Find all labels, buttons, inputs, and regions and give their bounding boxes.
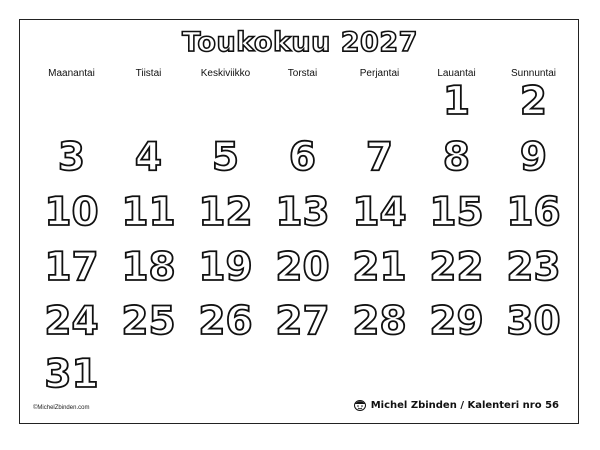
- day-cell: 17: [44, 245, 99, 290]
- day-cell: 28: [352, 299, 407, 344]
- day-cell: 9: [519, 135, 548, 180]
- day-cell: 22: [429, 245, 484, 290]
- face-icon: [353, 399, 367, 411]
- day-cell: 12: [198, 190, 253, 235]
- day-cell: 7: [365, 135, 394, 180]
- day-cell: 10: [44, 190, 99, 235]
- day-cell: 16: [506, 190, 561, 235]
- day-cell: 15: [429, 190, 484, 235]
- weekday-tuesday: Tiistai: [135, 68, 162, 79]
- weekday-wednesday: Keskiviikko: [200, 68, 251, 79]
- day-cell: 6: [288, 135, 317, 180]
- weekday-monday: Maanantai: [48, 68, 95, 79]
- day-cell: 25: [121, 299, 176, 344]
- day-cell: 11: [121, 190, 176, 235]
- day-cell: 1: [442, 79, 471, 124]
- weekday-sunday: Sunnuntai: [510, 68, 557, 79]
- day-cell: 31: [44, 352, 99, 397]
- calendar-credit: [353, 399, 559, 411]
- website-credit: ©MichelZbinden.com: [33, 405, 90, 411]
- credit-text: Michel Zbinden / Kalenteri nro 56: [370, 399, 559, 411]
- day-cell: 21: [352, 245, 407, 290]
- weekday-saturday: Lauantai: [437, 68, 476, 79]
- day-cell: 20: [275, 245, 330, 290]
- day-cell: 5: [211, 135, 240, 180]
- day-cell: 2: [519, 79, 548, 124]
- day-cell: 19: [198, 245, 253, 290]
- day-cell: 26: [198, 299, 253, 344]
- day-cell: 4: [134, 135, 163, 180]
- calendar-title: Toukokuu 2027: [182, 27, 418, 58]
- day-cell: 13: [275, 190, 330, 235]
- day-cell: 27: [275, 299, 330, 344]
- day-cell: 30: [506, 299, 561, 344]
- day-cell: 24: [44, 299, 99, 344]
- weekday-thursday: Torstai: [287, 68, 318, 79]
- day-cell: 14: [352, 190, 407, 235]
- day-cell: 29: [429, 299, 484, 344]
- weekday-friday: Perjantai: [359, 68, 400, 79]
- day-cell: 23: [506, 245, 561, 290]
- day-cell: 8: [442, 135, 471, 180]
- day-cell: 3: [57, 135, 86, 180]
- day-cell: 18: [121, 245, 176, 290]
